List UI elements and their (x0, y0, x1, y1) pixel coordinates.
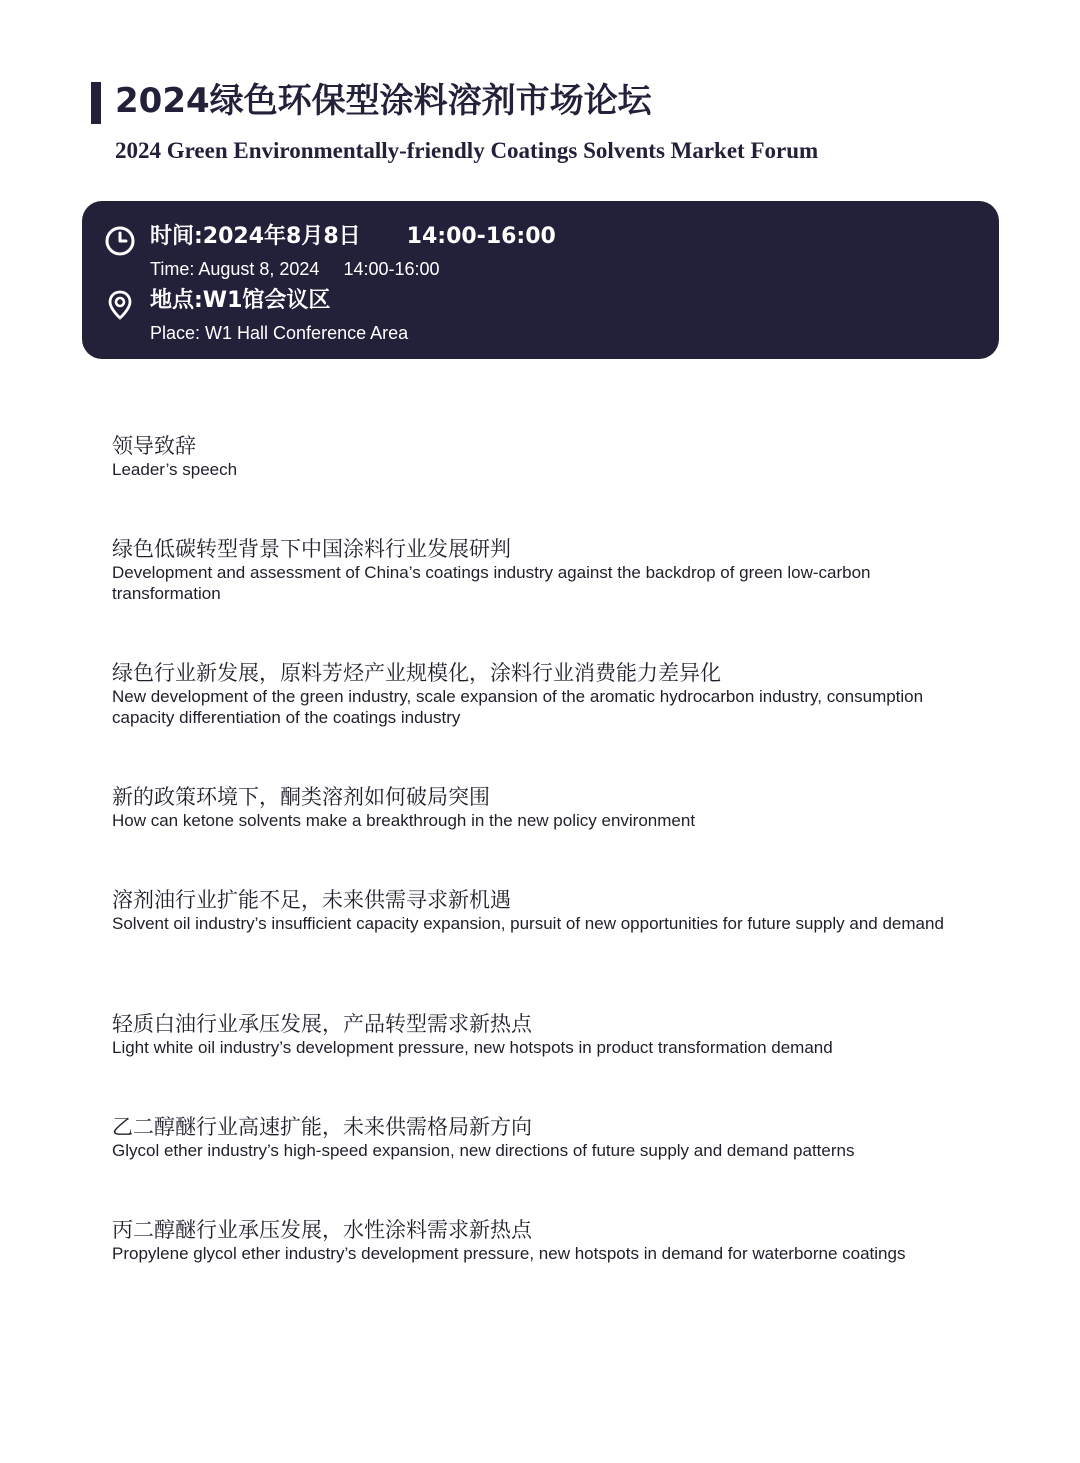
agenda-item (112, 1216, 952, 1264)
agenda-item (112, 1113, 952, 1161)
agenda-item (112, 886, 952, 934)
clock-icon (104, 224, 136, 258)
agenda-item (112, 1010, 952, 1058)
page-title-en: 2024 Green Environmentally-friendly Coatings Solvents Market Forum (115, 138, 819, 163)
agenda-item-en: Solvent oil industry’s insufficient capacity expansion, pursuit of new opportunities for future supply and demand (112, 914, 944, 933)
agenda-item-en: Leader’s speech (112, 460, 238, 479)
location-pin-icon (104, 288, 136, 322)
time-cn (150, 221, 556, 253)
agenda-item-cn: 溶剂油行业扩能不足，未来供需寻求新机遇 (112, 888, 511, 912)
page-title-cn: 2024绿色环保型涂料溶剂市场论坛 (115, 81, 652, 121)
agenda-item (112, 432, 952, 480)
time-en (150, 257, 440, 281)
place-en: Place: W1 Hall Conference Area (150, 323, 409, 343)
title-accent-bar (91, 82, 101, 124)
agenda-item (112, 659, 952, 728)
agenda-item-cn: 绿色行业新发展，原料芳烃产业规模化，涂料行业消费能力差异化 (112, 661, 721, 685)
time-cn-hours: 14:00-16:00 (406, 224, 556, 249)
agenda-item (112, 783, 952, 831)
agenda-item-cn: 领导致辞 (112, 434, 196, 458)
agenda-item-en: New development of the green industry, scale expansion of the aromatic hydrocarbon industry, consumption capacity differentiation of the coatings industry (112, 687, 924, 727)
agenda-item-cn: 绿色低碳转型背景下中国涂料行业发展研判 (112, 537, 511, 561)
agenda-item-en: Light white oil industry’s development pressure, new hotspots in product transformation demand (112, 1038, 833, 1057)
time-cn-date: 时间:2024年8月8日 (150, 224, 361, 249)
event-info-box (82, 201, 999, 359)
time-en-date: Time: August 8, 2024 (150, 259, 320, 279)
agenda-item-en: Propylene glycol ether industry’s development pressure, new hotspots in demand for waterborne coatings (112, 1244, 906, 1263)
agenda-item (112, 535, 952, 604)
agenda-item-cn: 新的政策环境下，酮类溶剂如何破局突围 (112, 785, 490, 809)
agenda-item-en: Glycol ether industry’s high-speed expansion, new directions of future supply and demand patterns (112, 1141, 855, 1160)
agenda-item-cn: 轻质白油行业承压发展，产品转型需求新热点 (112, 1012, 532, 1036)
time-en-hours: 14:00-16:00 (343, 259, 440, 279)
agenda-item-en: How can ketone solvents make a breakthrough in the new policy environment (112, 811, 696, 830)
place-cn: 地点:W1馆会议区 (150, 288, 331, 313)
agenda-item-en: Development and assessment of China’s coatings industry against the backdrop of green low-carbon transformation (112, 563, 871, 603)
agenda-item-cn: 乙二醇醚行业高速扩能，未来供需格局新方向 (112, 1115, 532, 1139)
agenda-item-cn: 丙二醇醚行业承压发展，水性涂料需求新热点 (112, 1218, 532, 1242)
